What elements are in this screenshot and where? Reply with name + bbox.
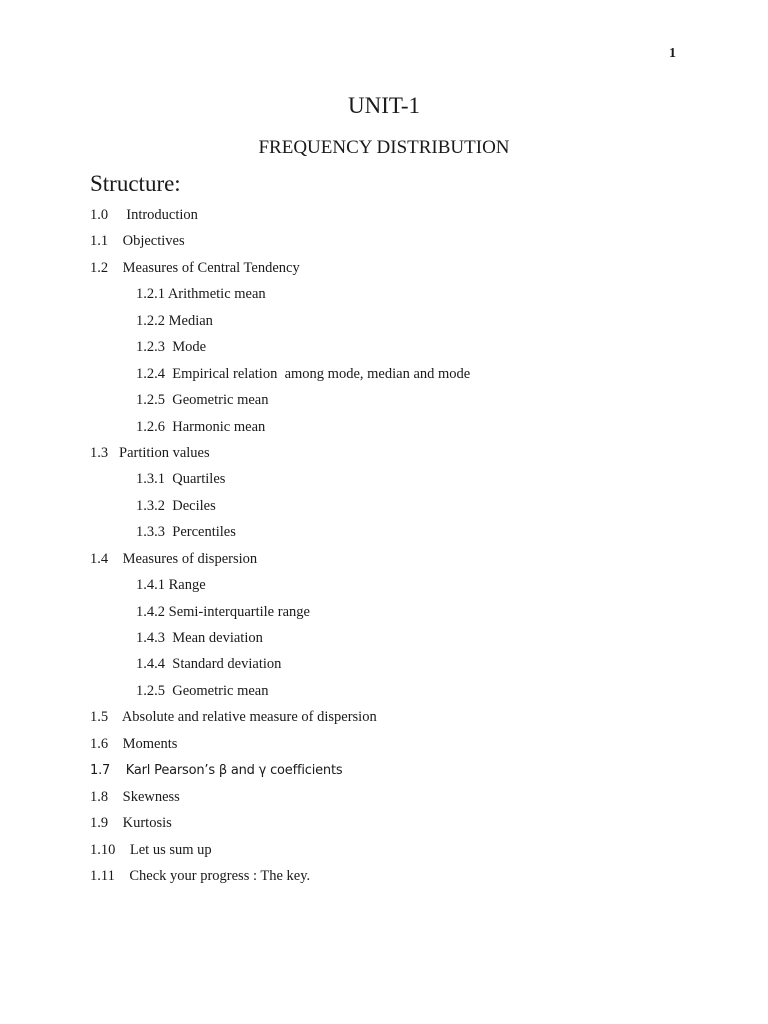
toc-item-text: 1.9 Kurtosis [90, 815, 172, 832]
toc-item-text: 1.2.3 Mode [136, 339, 207, 356]
toc-item-text: 1.8 Skewness [90, 788, 180, 805]
toc-item-text: 1.4 Measures of dispersion [90, 550, 258, 567]
toc-item [90, 627, 470, 653]
toc-item [90, 389, 470, 415]
toc-item-text: 1.3.3 Percentiles [136, 524, 236, 541]
toc-item-text: 1.4.3 Mean deviation [136, 630, 263, 646]
toc-item-text: 1.2.1 Arithmetic mean [136, 286, 266, 303]
toc-item [90, 839, 470, 865]
toc-item-text: 1.6 Moments [90, 735, 178, 752]
toc-item [90, 733, 470, 759]
toc-item [90, 495, 470, 521]
toc-item [90, 601, 470, 627]
toc-item [90, 653, 470, 679]
toc-item-text: 1.4.2 Semi-interquartile range [136, 603, 310, 620]
toc-item-text: 1.11 Check your progress : The key. [90, 867, 311, 884]
toc-item [90, 336, 470, 362]
toc-item-text: 1.3 Partition values [90, 444, 210, 461]
toc-item-text: 1.3.2 Deciles [136, 497, 216, 514]
toc-item [90, 812, 470, 838]
toc-item-text: 1.2 Measures of Central Tendency [90, 259, 300, 276]
toc-item [90, 230, 470, 256]
toc-item [90, 310, 470, 336]
toc-item-text: 1.7 Karl Pearson’s β and γ coefficients [90, 763, 343, 779]
toc-item [90, 442, 470, 468]
toc-item [90, 865, 470, 891]
toc-item [90, 204, 470, 230]
page-number: 1 [669, 46, 676, 61]
toc-item [90, 363, 470, 389]
unit-title: UNIT-1 [348, 93, 420, 118]
toc-item [90, 574, 470, 600]
toc-item-text: 1.2.6 Harmonic mean [136, 418, 266, 435]
toc-item-text: 1.5 Absolute and relative measure of dispersion [90, 709, 377, 726]
toc-item [90, 680, 470, 706]
toc-item [90, 283, 470, 309]
toc-item [90, 759, 470, 785]
toc-item-text: 1.2.2 Median [136, 312, 213, 329]
structure-heading: Structure: [90, 171, 181, 196]
toc-item [90, 416, 470, 442]
toc-item-text: 1.10 Let us sum up [90, 841, 212, 858]
toc-item-text: 1.0 Introduction [90, 207, 198, 223]
table-of-contents [90, 204, 470, 891]
toc-item-text: 1.3.1 Quartiles [136, 471, 226, 488]
toc-item-text: 1.1 Objectives [90, 233, 185, 250]
toc-item [90, 786, 470, 812]
toc-item [90, 468, 470, 494]
toc-item-text: 1.2.4 Empirical relation among mode, median and mode [136, 365, 471, 382]
toc-item-text: 1.2.5 Geometric mean [136, 392, 269, 409]
toc-item [90, 706, 470, 732]
toc-item-text: 1.4.4 Standard deviation [136, 656, 282, 673]
toc-item [90, 521, 470, 547]
toc-item-text: 1.2.5 Geometric mean [136, 682, 269, 699]
toc-item-text: 1.4.1 Range [136, 577, 206, 594]
toc-item [90, 548, 470, 574]
document-title: FREQUENCY DISTRIBUTION [258, 137, 510, 158]
toc-item [90, 257, 470, 283]
